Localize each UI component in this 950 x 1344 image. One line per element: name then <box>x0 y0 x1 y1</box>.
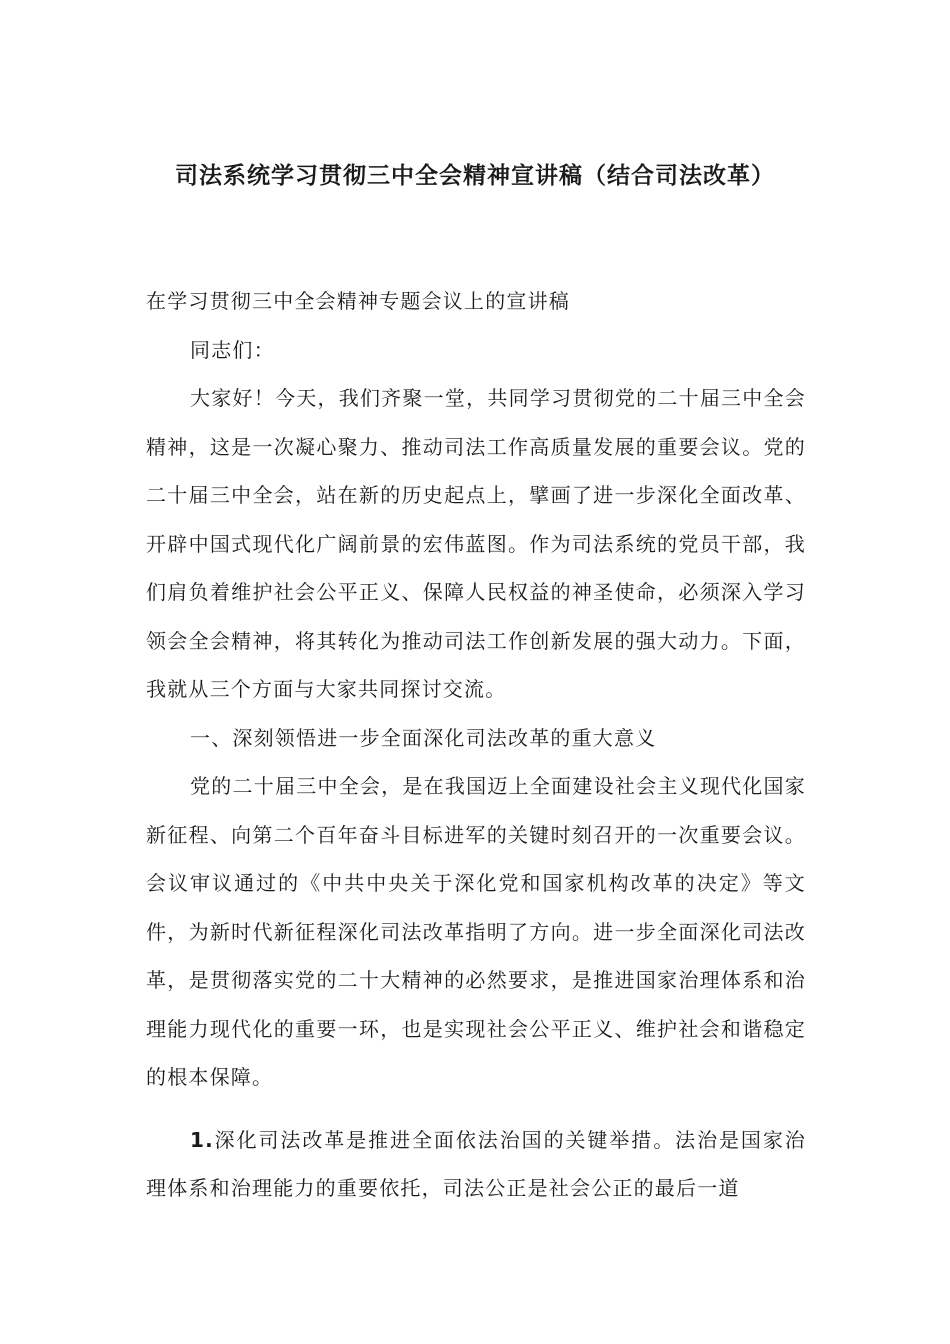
point-1-paragraph <box>146 1116 806 1213</box>
greeting: 同志们： <box>190 337 275 362</box>
paragraph-spacer <box>146 1102 806 1116</box>
paragraph-section-1: 党的二十届三中全会，是在我国迈上全面建设社会主义现代化国家新征程、向第二个百年奋斗目标进军的关键时刻召开的一次重要会议。会议审议通过的《中共中央关于深化党和国家机构改革的决定》等文件，为新时代新征程深化司法改革指明了方向。进一步全面深化司法改革，是贯彻落实党的二十大精神的必然要求，是推进国家治理体系和治理能力现代化的重要一环，也是实现社会公平正义、维护社会和谐稳定的根本保障。 <box>146 774 806 1089</box>
document-title: 司法系统学习贯彻三中全会精神宣讲稿（结合司法改革） <box>175 163 775 189</box>
document-body <box>146 277 806 1213</box>
document-subtitle: 在学习贯彻三中全会精神专题会议上的宣讲稿 <box>146 289 570 313</box>
section-heading-1: 一、深刻领悟进一步全面深化司法改革的重大意义 <box>190 725 657 750</box>
point-1-number: 1. <box>190 1127 214 1152</box>
paragraph-opening: 大家好！今天，我们齐聚一堂，共同学习贯彻党的二十届三中全会精神，这是一次凝心聚力、推动司法工作高质量发展的重要会议。党的二十届三中全会，站在新的历史起点上，擘画了进一步深化全面改革、开辟中国式现代化广阔前景的宏伟蓝图。作为司法系统的党员干部，我们肩负着维护社会公平正义、保障人民权益的神圣使命，必须深入学习领会全会精神，将其转化为推动司法工作创新发展的强大动力。下面，我就从三个方面与大家共同探讨交流。 <box>146 386 806 701</box>
point-1-text: 深化司法改革是推进全面依法治国的关键举措。法治是国家治理体系和治理能力的重要依托，司法公正是社会公正的最后一道 <box>146 1127 806 1200</box>
